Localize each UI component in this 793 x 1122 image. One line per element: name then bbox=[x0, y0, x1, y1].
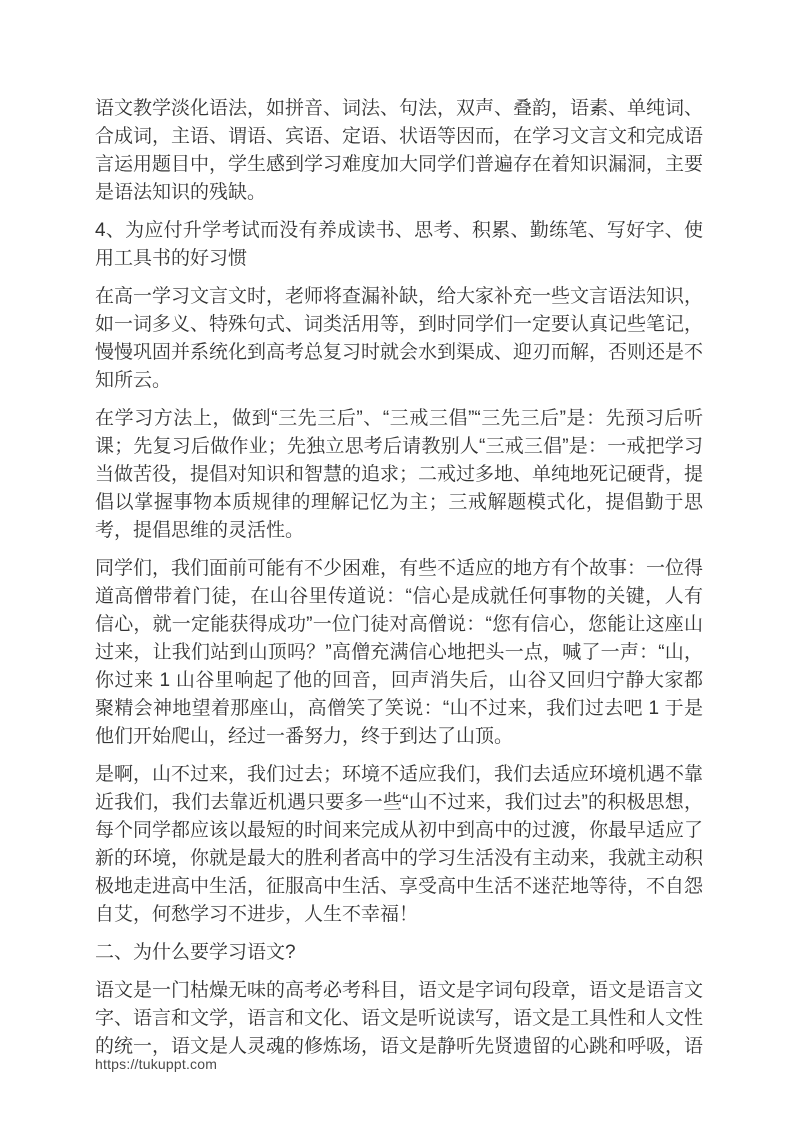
section-heading-why-learn-chinese: 二、为什么要学习语文? bbox=[95, 942, 296, 963]
paragraph-what-is-chinese: 语文是一门枯燥无味的高考必考科目，语文是字词句段章，语文是语言文字、语言和文学，语言和文化、语文是听说读写，语文是工具性和人文性的统一，语文是人灵魂的修炼场，语文是静听先贤遗留的心跳和呼吸，语 bbox=[95, 980, 704, 1057]
paragraph-adapt-environment: 是啊，山不过来，我们过去；环境不适应我们，我们去适应环境机遇不靠近我们，我们去靠近机遇只要多一些“山不过来，我们过去”的积极思想，每个同学都应该以最短的时间来完成从初中到高中的过渡，你最早适应了新的环境，你就是最大的胜利者高中的学习生活没有主动来，我就主动积极地走进高中生活，征服高中生活、享受高中生活不迷茫地等待，不自怨自艾，何愁学习不进步，人生不幸福！ bbox=[95, 764, 704, 925]
paragraph-classical-chinese: 在高一学习文言文时，老师将查漏补缺，给大家补充一些文言语法知识，如一词多义、特殊句式、词类活用等，到时同学们一定要认真记些笔记，慢慢巩固并系统化到高考总复习时就会水到渠成、迎刃而解，否则还是不知所云。 bbox=[95, 286, 704, 391]
document-body bbox=[95, 95, 703, 1071]
paragraph-study-methods: 在学习方法上，做到“三先三后”、“三戒三倡”“三先三后”是：先预习后听课；先复习后做作业；先独立思考后请教别人“三戒三倡”是：一戒把学习当做苦役，提倡对知识和智慧的追求；二戒过多地、单纯地死记硬背，提倡以掌握事物本质规律的理解记忆为主；三戒解题模式化，提倡勤于思考，提倡思维的灵活性。 bbox=[95, 408, 704, 541]
paragraph-grammar-dilution: 语文教学淡化语法，如拼音、词法、句法，双声、叠韵，语素、单纯词、合成词，主语、谓语、宾语、定语、状语等因而，在学习文言文和完成语言运用题目中，学生感到学习难度加大同学们普遍存在着知识漏洞，主要是语法知识的残缺。 bbox=[95, 98, 704, 203]
paragraph-item-4-heading: 4、为应付升学考试而没有养成读书、思考、积累、勤练笔、写好字、使用工具书的好习惯 bbox=[95, 220, 703, 269]
footer-watermark-url: https://tukuppt.com bbox=[95, 1056, 218, 1072]
paragraph-monk-story: 同学们，我们面前可能有不少困难，有些不适应的地方有个故事：一位得道高僧带着门徒，在山谷里传道说：“信心是成就任何事物的关键，人有信心，就一定能获得成功”一位门徒对高僧说：“您有信心，您能让这座山过来，让我们站到山顶吗？”高僧充满信心地把头一点，喊了一声：“山，你过来 1 山谷里响起了他的回音，回声消失后，山谷又回归宁静大家都聚精会神地望着那座山，高僧笑了笑说：“山不过来，我们过去吧 1 于是他们开始爬山，经过一番努力，终于到达了山顶。 bbox=[95, 558, 704, 747]
